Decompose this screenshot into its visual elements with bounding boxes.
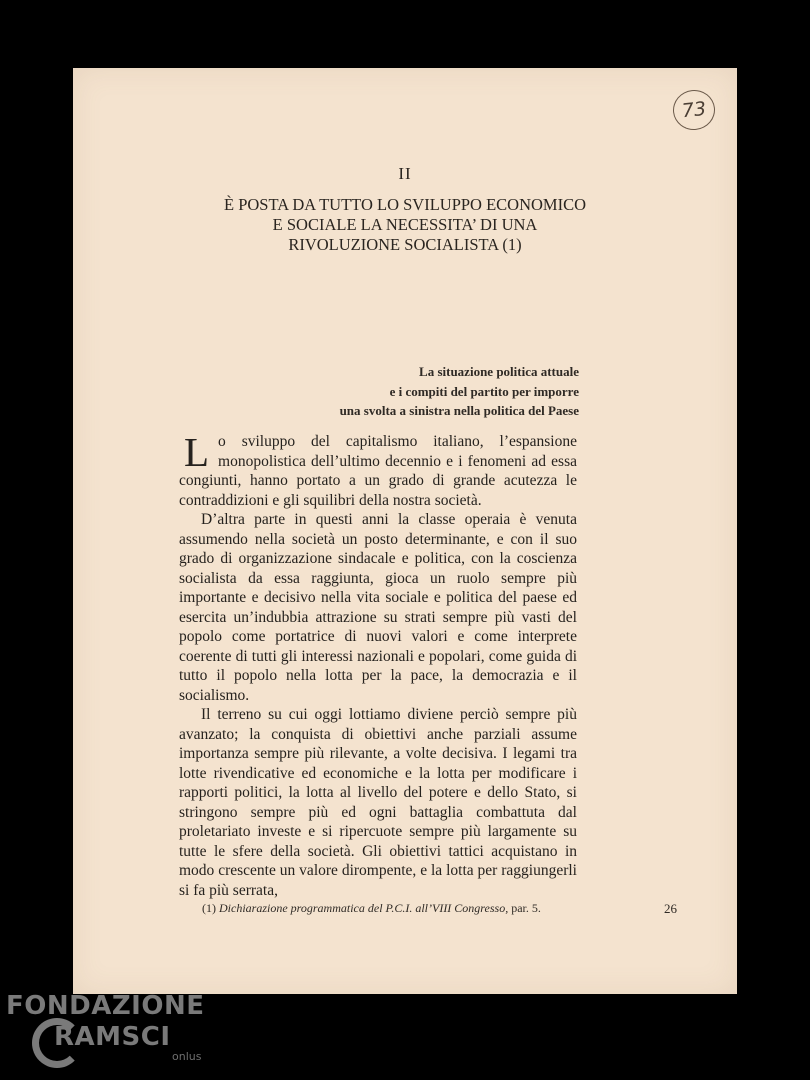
title-line: È POSTA DA TUTTO LO SVILUPPO ECONOMICO bbox=[223, 195, 587, 214]
document-page bbox=[73, 68, 737, 994]
subtitle-line: e i compiti del partito per imporre bbox=[389, 383, 579, 399]
page-number: 26 bbox=[664, 901, 677, 916]
title-line: RIVOLUZIONE SOCIALISTA (1) bbox=[288, 235, 522, 254]
drop-cap: L bbox=[184, 429, 210, 475]
section-subtitle bbox=[340, 362, 579, 421]
paragraph: Il terreno su cui oggi lottiamo diviene perciò sempre più avanzato; la conquista di obiettivi anche parziali assume importanza sempre più rilevante, a volte decisiva. I legami tra lotte rivendicative ed economiche e la lotta per modificare i rapporti politici, la lotta al livello del potere e dello Stato, si stringono sempre più ed ogni battaglia combattuta dal proletariato investe e si ripercuote sempre più largamente su tutte le sfere della società. Gli obiettivi tattici acquistano in modo crescente un valore dirompente, e la lotta per raggiungerli si fa più serrata, bbox=[179, 706, 577, 899]
logo-line-1: FONDAZIONE bbox=[6, 991, 205, 1021]
fondazione-gramsci-logo bbox=[6, 990, 205, 1063]
footnote-title: Dichiarazione programmatica del P.C.I. all’VIII Congresso, bbox=[219, 901, 509, 915]
logo-onlus: onlus bbox=[172, 1050, 202, 1063]
footnote-marker: (1) bbox=[202, 901, 216, 915]
logo-line-2: RAMSCI bbox=[54, 1022, 171, 1052]
body-text bbox=[179, 429, 577, 900]
subtitle-line: La situazione politica attuale bbox=[419, 364, 579, 379]
subtitle-line: una svolta a sinistra nella politica del Paese bbox=[339, 403, 579, 418]
title-line: E SOCIALE LA NECESSITA’ DI UNA bbox=[272, 215, 538, 234]
chapter-title bbox=[73, 195, 737, 255]
paragraph-text: o sviluppo del capitalismo italiano, l’espansione monopolistica dell’ultimo decennio e i fenomeni ad essa congiunti, hanno portato a un grado di grande acutezza le contraddizioni e gli squilibri della nostra società. bbox=[179, 433, 577, 509]
footnote-tail: par. 5. bbox=[511, 901, 541, 915]
paragraph: D’altra parte in questi anni la classe operaia è venuta assumendo nella società un posto determinante, e con il suo grado di organizzazione sindacale e politica, con la coscienza socialista da essa raggiunta, gioca un ruolo sempre più importante e decisivo nella vita sociale e politica del paese ed esercita un’indubbia attrazione su strati sempre più vasti del popolo come portatrice di nuovi valori e come interprete coerente di tutti gli interessi nazionali e popolari, come guida di tutto il popolo nella lotta per la pace, la democrazia e il socialismo. bbox=[179, 511, 577, 704]
chapter-number: II bbox=[398, 164, 412, 183]
paragraph bbox=[179, 429, 577, 510]
footnote bbox=[202, 901, 541, 916]
archive-number-stamp: 73 bbox=[671, 88, 717, 132]
